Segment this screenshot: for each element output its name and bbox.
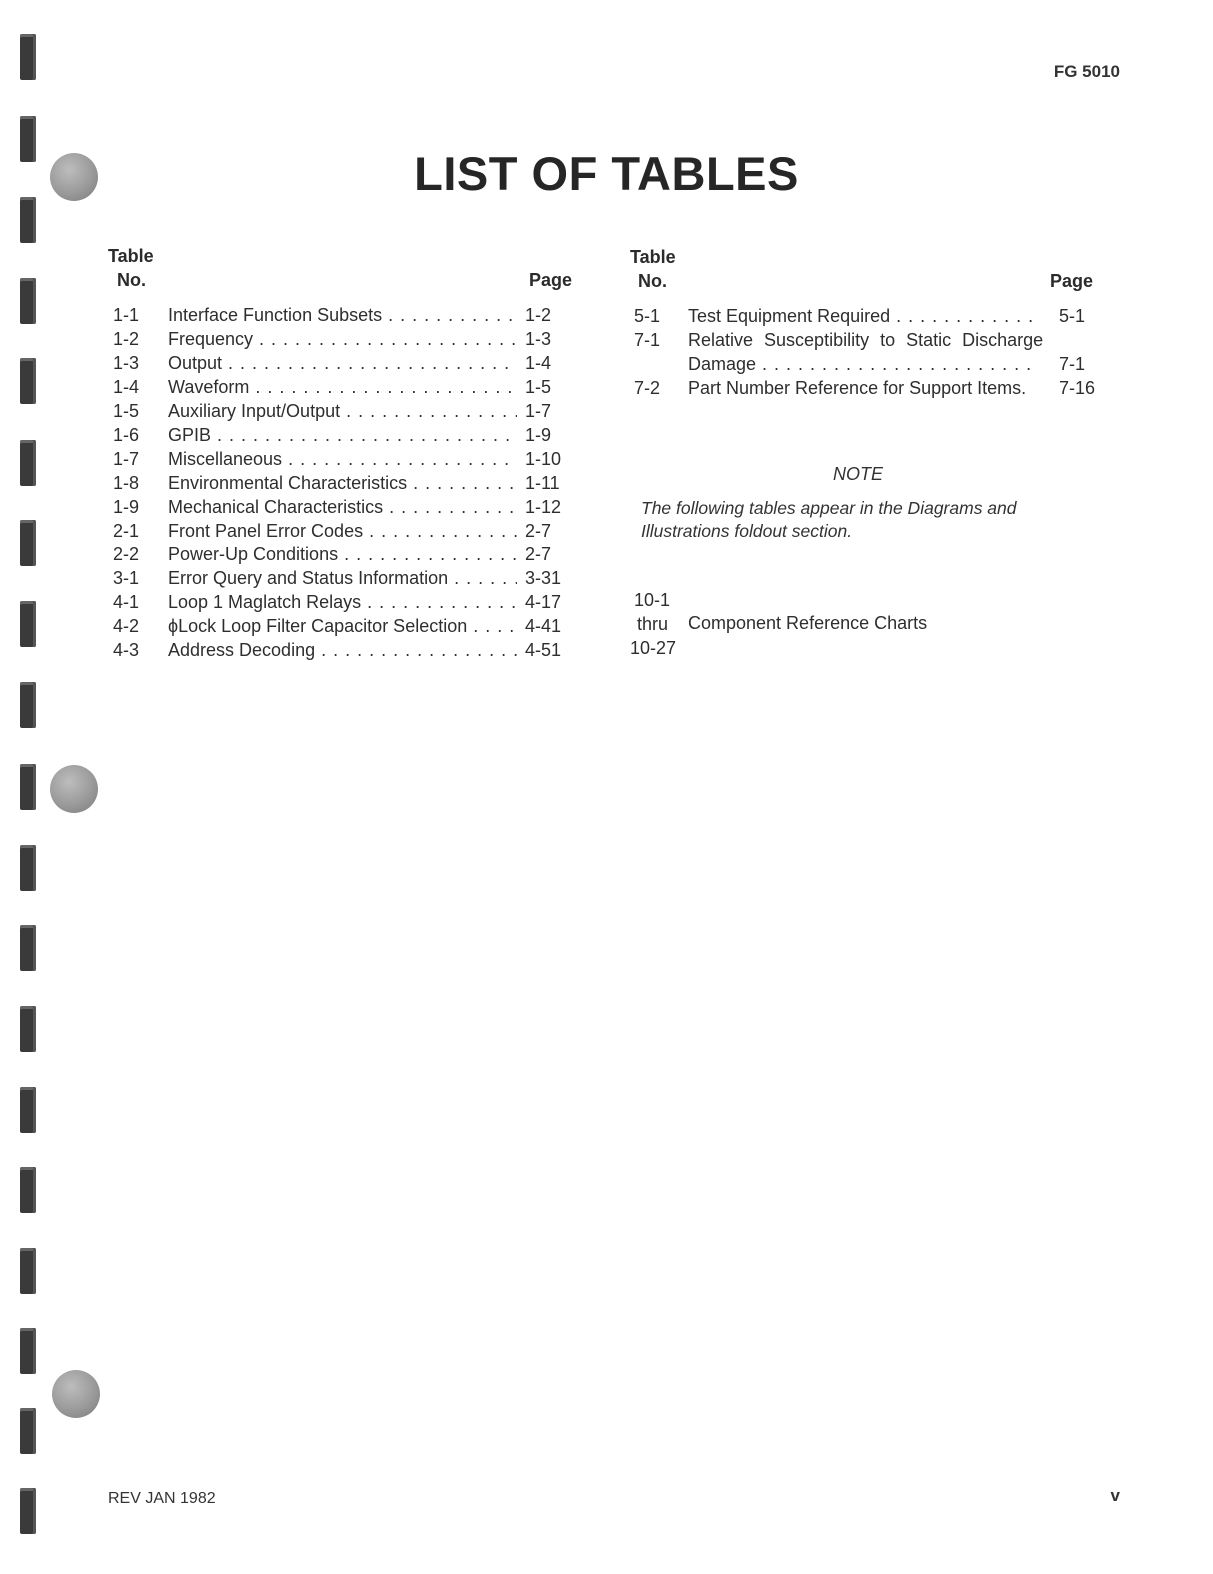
list-item — [113, 542, 583, 566]
list-item — [113, 447, 583, 471]
list-item — [113, 566, 583, 590]
no-column-label: No. — [117, 270, 146, 290]
table-title: Test Equipment Required . . . — [688, 304, 1037, 328]
list-item — [113, 614, 583, 638]
binder-tab — [20, 845, 36, 891]
no-column-label: No. — [638, 271, 667, 291]
list-item — [113, 375, 583, 399]
page-number: 1-11 — [525, 473, 560, 493]
list-item — [113, 327, 583, 351]
table-number: 4-2 — [113, 616, 140, 636]
table-number: 2-1 — [113, 521, 140, 541]
table-number: 1-2 — [113, 329, 140, 349]
binder-tab — [20, 1488, 36, 1534]
document-id: FG 5010 — [1053, 62, 1120, 81]
page-number: 2-7 — [525, 544, 552, 564]
page-number: 4-17 — [525, 592, 562, 612]
page-number: 1-2 — [525, 305, 552, 325]
page-number: 1-9 — [525, 425, 552, 445]
table-title: Part Number Reference for Support Items. — [688, 378, 1027, 398]
list-item-continuation — [634, 352, 1104, 376]
table-column-label: Table — [108, 246, 154, 266]
table-number: 1-9 — [113, 497, 140, 517]
page-number: 1-10 — [525, 449, 562, 469]
page-number: 4-51 — [525, 640, 562, 660]
page-number: 5-1 — [1059, 306, 1086, 326]
binder-tab — [20, 682, 36, 728]
table-number: 7-2 — [634, 378, 661, 398]
binder-tab — [20, 925, 36, 971]
table-title: ϕLock Loop Filter Capacitor Selection . . . — [168, 614, 517, 638]
table-number: 4-1 — [113, 592, 140, 612]
range-start: 10-1 — [634, 590, 671, 610]
list-item — [113, 471, 583, 495]
table-title: Output . . . — [168, 351, 517, 375]
table-number: 1-1 — [113, 305, 140, 325]
table-title: GPIB . . . — [168, 423, 517, 447]
page-column-label: Page — [529, 270, 573, 290]
table-title: Error Query and Status Information . . . — [168, 566, 517, 590]
binder-tab — [20, 1248, 36, 1294]
binder-tab — [20, 1167, 36, 1213]
table-number: 1-5 — [113, 401, 140, 421]
binder-tab — [20, 520, 36, 566]
list-item — [113, 423, 583, 447]
page-number: 2-7 — [525, 521, 552, 541]
table-title: Frequency . . . — [168, 327, 517, 351]
table-title: Damage . . . — [688, 352, 1037, 376]
page-number: 1-12 — [525, 497, 562, 517]
table-title: Front Panel Error Codes . . . — [168, 519, 517, 543]
table-title: Miscellaneous . . . — [168, 447, 517, 471]
list-item — [113, 351, 583, 375]
range-word: thru — [637, 614, 669, 634]
page-title: LIST OF TABLES — [414, 147, 799, 200]
page-number: 1-4 — [525, 353, 552, 373]
table-title: Mechanical Characteristics . . . — [168, 495, 517, 519]
page-number: 1-7 — [525, 401, 552, 421]
binder-tab — [20, 1087, 36, 1133]
table-number: 1-4 — [113, 377, 140, 397]
binder-tab — [20, 764, 36, 810]
list-item — [634, 376, 1104, 400]
revision-date: REV JAN 1982 — [108, 1490, 216, 1507]
page-number: 7-1 — [1059, 354, 1086, 374]
list-item — [113, 399, 583, 423]
table-number: 1-7 — [113, 449, 140, 469]
list-item — [634, 304, 1104, 328]
table-number: 4-3 — [113, 640, 140, 660]
list-item — [113, 495, 583, 519]
list-item — [634, 328, 1104, 352]
binder-tab — [20, 440, 36, 486]
binder-tab — [20, 197, 36, 243]
page-column-label: Page — [1050, 271, 1094, 291]
binder-tab — [20, 34, 36, 80]
binder-tab — [20, 278, 36, 324]
punch-hole — [50, 765, 98, 813]
page-number-footer: v — [1110, 1486, 1120, 1505]
list-item — [113, 638, 583, 662]
table-number: 1-3 — [113, 353, 140, 373]
punch-hole — [52, 1370, 100, 1418]
note-text: The following tables appear in the Diagrams and Illustrations foldout section. — [641, 498, 1017, 541]
list-item — [113, 590, 583, 614]
table-title: Power-Up Conditions . . . — [168, 542, 517, 566]
table-number: 7-1 — [634, 330, 661, 350]
table-title: Waveform . . . — [168, 375, 517, 399]
table-title: Environmental Characteristics . . . — [168, 471, 517, 495]
page-number: 3-31 — [525, 568, 562, 588]
list-item — [113, 519, 583, 543]
binder-tab — [20, 1006, 36, 1052]
table-title: Loop 1 Maglatch Relays . . . — [168, 590, 517, 614]
table-number: 1-6 — [113, 425, 140, 445]
binder-tab — [20, 1328, 36, 1374]
page-number: 4-41 — [525, 616, 562, 636]
note-heading: NOTE — [832, 464, 883, 484]
table-title: Address Decoding . . . — [168, 638, 517, 662]
page-number: 1-5 — [525, 377, 552, 397]
table-number: 1-8 — [113, 473, 140, 493]
table-number: 3-1 — [113, 568, 140, 588]
page-number: 7-16 — [1059, 378, 1096, 398]
page-number: 1-3 — [525, 329, 552, 349]
table-title-line: Relative Susceptibility to Static Discharge — [688, 330, 1044, 350]
binder-tab — [20, 358, 36, 404]
table-title: Auxiliary Input/Output . . . — [168, 399, 517, 423]
foldout-title: Component Reference Charts — [688, 613, 928, 633]
range-end: 10-27 — [630, 638, 677, 658]
table-number: 5-1 — [634, 306, 661, 326]
table-column-label: Table — [630, 247, 676, 267]
binder-tab — [20, 601, 36, 647]
table-title: Interface Function Subsets . . . — [168, 303, 517, 327]
list-item — [113, 303, 583, 327]
binder-tab — [20, 1408, 36, 1454]
table-number: 2-2 — [113, 544, 140, 564]
